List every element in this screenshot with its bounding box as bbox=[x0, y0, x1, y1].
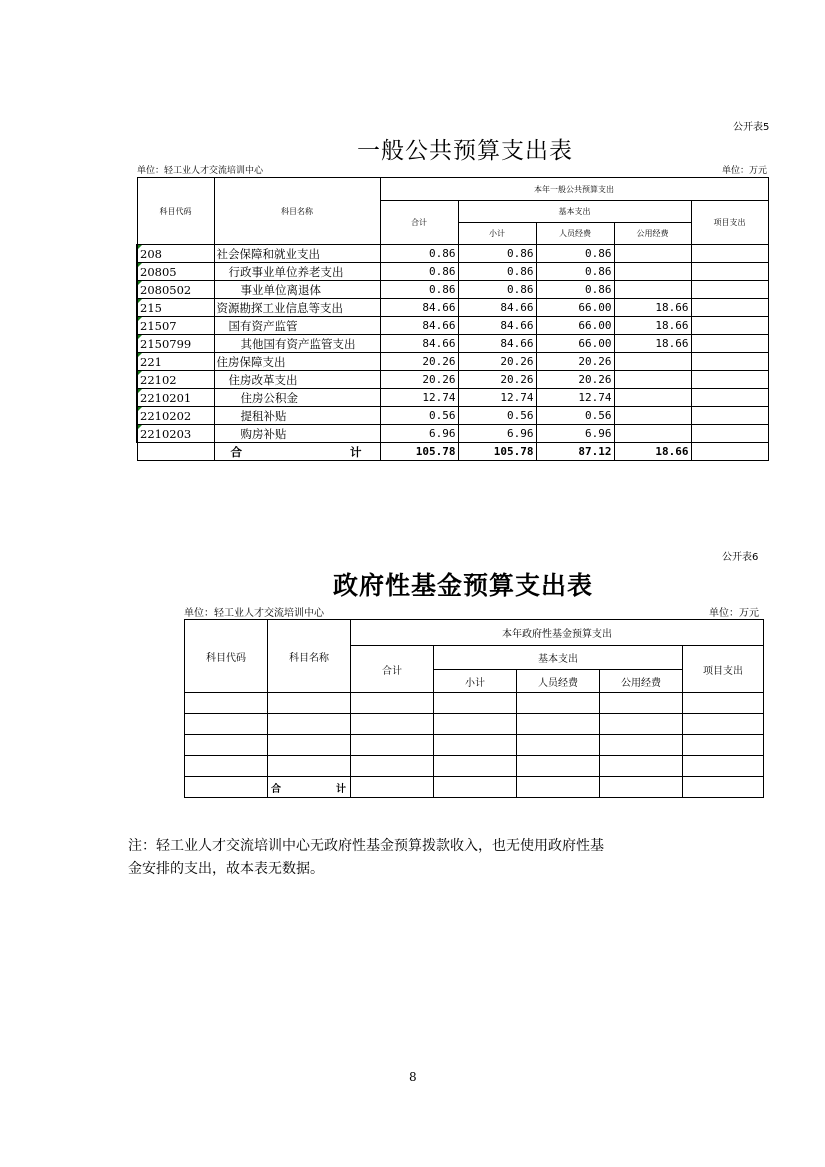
table2-unit-left: 单位：轻工业人才交流培训中心 bbox=[184, 608, 324, 619]
table2-empty-row bbox=[185, 693, 764, 714]
table1-cell-name: 社会保障和就业支出 bbox=[214, 245, 380, 263]
table1-cell-public: 18.66 bbox=[614, 299, 691, 317]
table1-cell-code: 21507 bbox=[137, 317, 214, 335]
table2-unit-right: 单位：万元 bbox=[709, 608, 759, 619]
table1-cell-personnel: 66.00 bbox=[536, 299, 614, 317]
table1-cell-project bbox=[691, 353, 768, 371]
page-number: 8 bbox=[409, 1070, 417, 1084]
table1-cell-public bbox=[614, 371, 691, 389]
table1-row bbox=[137, 263, 768, 281]
table1-cell-project bbox=[691, 245, 768, 263]
table1-total-code bbox=[137, 443, 214, 461]
table1-cell-code: 2150799 bbox=[137, 335, 214, 353]
table1-cell-personnel: 12.74 bbox=[536, 389, 614, 407]
table2-header-basic: 基本支出 bbox=[434, 646, 683, 670]
table1-cell-project bbox=[691, 299, 768, 317]
table1-total-row bbox=[137, 443, 768, 461]
table2-total-label-a: 合 bbox=[271, 783, 281, 795]
table1-cell-name: 国有资产监管 bbox=[214, 317, 380, 335]
table1-cell-total: 84.66 bbox=[380, 299, 458, 317]
table1-cell-code: 20805 bbox=[137, 263, 214, 281]
note-line-1: 注：轻工业人才交流培训中心无政府性基金预算拨款收入，也无使用政府性基 bbox=[128, 838, 604, 854]
note bbox=[128, 835, 604, 881]
table2-header-total: 合计 bbox=[351, 646, 434, 693]
table1-unit-left: 单位：轻工业人才交流培训中心 bbox=[137, 166, 264, 176]
table1-cell-public bbox=[614, 263, 691, 281]
table1-cell-subtotal: 6.96 bbox=[458, 425, 536, 443]
table1-cell-name: 事业单位离退体 bbox=[214, 281, 380, 299]
table2-empty-row bbox=[185, 756, 764, 777]
table1-cell-project bbox=[691, 263, 768, 281]
table1-cell-public bbox=[614, 389, 691, 407]
table1-header-basic: 基本支出 bbox=[458, 201, 691, 223]
table2-title: 政府性基金预算支出表 bbox=[333, 571, 594, 600]
table2-total-label bbox=[268, 777, 351, 798]
table1-total-total: 105.78 bbox=[380, 443, 458, 461]
table2-header-personnel: 人员经费 bbox=[517, 670, 600, 693]
table1-total-public: 18.66 bbox=[614, 443, 691, 461]
table1-row bbox=[137, 425, 768, 443]
table1-cell-project bbox=[691, 317, 768, 335]
table1-total-subtotal: 105.78 bbox=[458, 443, 536, 461]
table1-cell-name: 其他国有资产监管支出 bbox=[214, 335, 380, 353]
table1-cell-personnel: 0.56 bbox=[536, 407, 614, 425]
table1-cell-personnel: 66.00 bbox=[536, 317, 614, 335]
table1-unit-right: 单位：万元 bbox=[722, 166, 768, 176]
table2-header-subtotal: 小计 bbox=[434, 670, 517, 693]
table1-cell-total: 0.86 bbox=[380, 245, 458, 263]
table1-cell-name: 住房保障支出 bbox=[214, 353, 380, 371]
table1-cell-total: 84.66 bbox=[380, 317, 458, 335]
table1-header-total: 合计 bbox=[380, 201, 458, 245]
table1-total-personnel: 87.12 bbox=[536, 443, 614, 461]
table1-row bbox=[137, 407, 768, 425]
table1-cell-name: 提租补贴 bbox=[214, 407, 380, 425]
table1-cell-total: 12.74 bbox=[380, 389, 458, 407]
table1-cell-total: 20.26 bbox=[380, 371, 458, 389]
table2-header-name: 科目名称 bbox=[268, 620, 351, 693]
table1-cell-public: 18.66 bbox=[614, 335, 691, 353]
table1-total-label-a: 合 bbox=[230, 444, 242, 459]
table1-cell-public bbox=[614, 407, 691, 425]
table1-cell-code: 2210202 bbox=[137, 407, 214, 425]
table1-cell-project bbox=[691, 389, 768, 407]
table1-cell-total: 0.86 bbox=[380, 281, 458, 299]
table1-header-project: 项目支出 bbox=[691, 201, 768, 245]
table1-total-label bbox=[214, 443, 380, 461]
table1-cell-subtotal: 20.26 bbox=[458, 371, 536, 389]
table2-header-code: 科目代码 bbox=[185, 620, 268, 693]
table1-header-subtotal: 小计 bbox=[458, 223, 536, 245]
table1-cell-code: 2210203 bbox=[137, 425, 214, 443]
table1-cell-project bbox=[691, 281, 768, 299]
table1-cell-subtotal: 84.66 bbox=[458, 299, 536, 317]
table1-row bbox=[137, 281, 768, 299]
table1-header-span: 本年一般公共预算支出 bbox=[380, 178, 768, 201]
table1-row bbox=[137, 353, 768, 371]
table1-cell-subtotal: 84.66 bbox=[458, 317, 536, 335]
table1-cell-subtotal: 12.74 bbox=[458, 389, 536, 407]
table2-header-public: 公用经费 bbox=[600, 670, 683, 693]
table2-total-label-b: 计 bbox=[336, 783, 346, 795]
table1-row bbox=[137, 371, 768, 389]
table1-cell-project bbox=[691, 335, 768, 353]
table1-cell-subtotal: 0.86 bbox=[458, 263, 536, 281]
table1-cell-total: 0.86 bbox=[380, 263, 458, 281]
table1-cell-name: 住房公积金 bbox=[214, 389, 380, 407]
table1-cell-code: 215 bbox=[137, 299, 214, 317]
table1-total-label-b: 计 bbox=[350, 444, 362, 459]
table1-cell-personnel: 0.86 bbox=[536, 245, 614, 263]
table2-empty-row bbox=[185, 714, 764, 735]
table1-cell-project bbox=[691, 407, 768, 425]
table1 bbox=[136, 177, 769, 461]
table1-cell-public bbox=[614, 353, 691, 371]
table1-cell-name: 住房改革支出 bbox=[214, 371, 380, 389]
table1-title: 一般公共预算支出表 bbox=[357, 138, 573, 164]
table2-tag: 公开表6 bbox=[722, 552, 759, 563]
table1-cell-code: 2080502 bbox=[137, 281, 214, 299]
note-line-2: 金安排的支出，故本表无数据。 bbox=[128, 861, 324, 877]
table1-cell-subtotal: 20.26 bbox=[458, 353, 536, 371]
table1-row bbox=[137, 317, 768, 335]
table1-cell-subtotal: 0.86 bbox=[458, 245, 536, 263]
table1-row bbox=[137, 299, 768, 317]
table1-cell-public bbox=[614, 245, 691, 263]
table2-header-span: 本年政府性基金预算支出 bbox=[351, 620, 764, 646]
table2-total-row bbox=[185, 777, 764, 798]
table1-cell-total: 0.56 bbox=[380, 407, 458, 425]
table1-row bbox=[137, 389, 768, 407]
table1-cell-public bbox=[614, 425, 691, 443]
table1-row bbox=[137, 335, 768, 353]
table1-cell-name: 资源勘探工业信息等支出 bbox=[214, 299, 380, 317]
table1-cell-code: 22102 bbox=[137, 371, 214, 389]
table2 bbox=[184, 619, 764, 798]
table1-cell-total: 20.26 bbox=[380, 353, 458, 371]
table1-header-personnel: 人员经费 bbox=[536, 223, 614, 245]
table1-cell-personnel: 66.00 bbox=[536, 335, 614, 353]
table1-cell-total: 84.66 bbox=[380, 335, 458, 353]
table1-cell-personnel: 0.86 bbox=[536, 263, 614, 281]
table1-cell-name: 购房补贴 bbox=[214, 425, 380, 443]
table1-cell-public bbox=[614, 281, 691, 299]
table1-header-public: 公用经费 bbox=[614, 223, 691, 245]
table1-tag: 公开表5 bbox=[733, 122, 770, 133]
table1-header-code: 科目代码 bbox=[137, 178, 214, 245]
table1-cell-project bbox=[691, 425, 768, 443]
table1-header-name: 科目名称 bbox=[214, 178, 380, 245]
table1-cell-personnel: 20.26 bbox=[536, 371, 614, 389]
table1-cell-subtotal: 0.86 bbox=[458, 281, 536, 299]
table1-cell-project bbox=[691, 371, 768, 389]
table1-cell-code: 2210201 bbox=[137, 389, 214, 407]
table1-cell-subtotal: 84.66 bbox=[458, 335, 536, 353]
table2-empty-row bbox=[185, 735, 764, 756]
table1-cell-name: 行政事业单位养老支出 bbox=[214, 263, 380, 281]
table1-row bbox=[137, 245, 768, 263]
table1-cell-total: 6.96 bbox=[380, 425, 458, 443]
table1-cell-personnel: 6.96 bbox=[536, 425, 614, 443]
table1-cell-code: 221 bbox=[137, 353, 214, 371]
table1-cell-personnel: 0.86 bbox=[536, 281, 614, 299]
table2-header-project: 项目支出 bbox=[683, 646, 764, 693]
table1-cell-personnel: 20.26 bbox=[536, 353, 614, 371]
table1-total-project bbox=[691, 443, 768, 461]
table1-cell-subtotal: 0.56 bbox=[458, 407, 536, 425]
table1-cell-code: 208 bbox=[137, 245, 214, 263]
table1-cell-public: 18.66 bbox=[614, 317, 691, 335]
